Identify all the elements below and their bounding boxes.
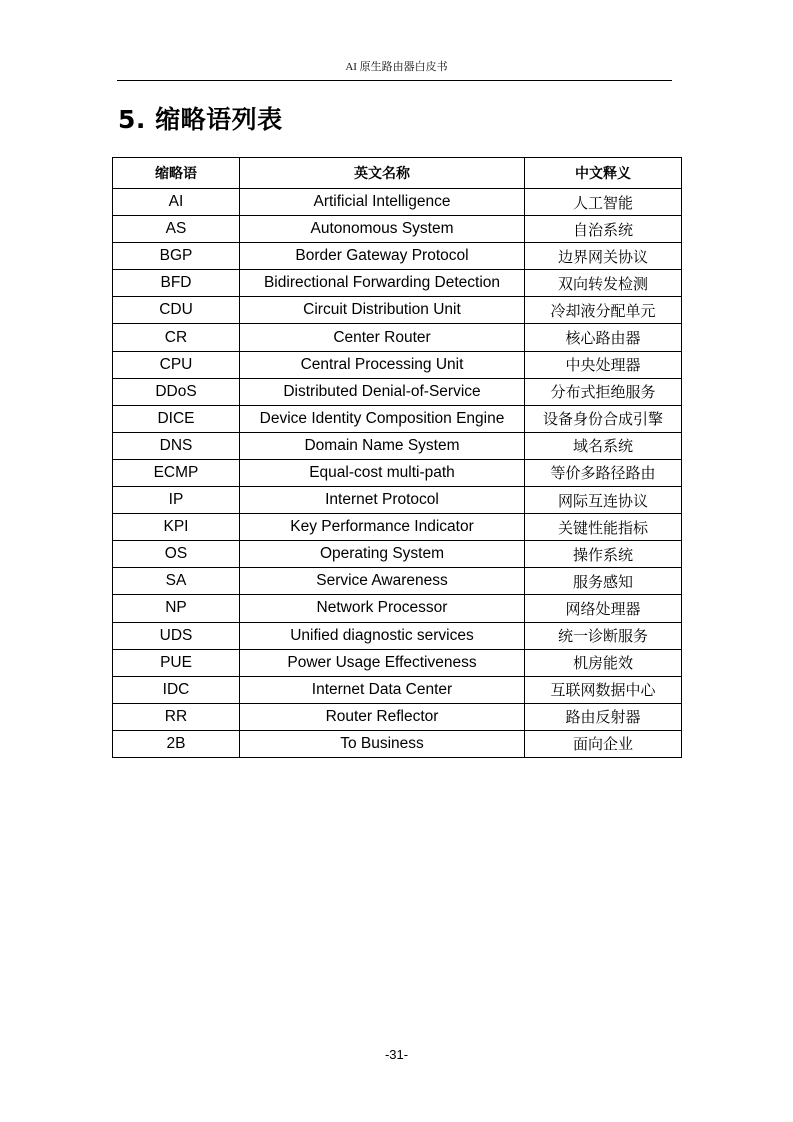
english-name-cell: To Business [240, 730, 525, 757]
abbreviation-cell: RR [113, 703, 240, 730]
english-name-cell: Border Gateway Protocol [240, 243, 525, 270]
chinese-meaning-cell: 边界网关协议 [525, 243, 682, 270]
english-name-cell: Internet Protocol [240, 487, 525, 514]
abbreviation-cell: OS [113, 541, 240, 568]
column-header-english-name: 英文名称 [240, 158, 525, 189]
abbreviation-cell: NP [113, 595, 240, 622]
english-name-cell: Autonomous System [240, 216, 525, 243]
chinese-meaning-cell: 网际互连协议 [525, 487, 682, 514]
english-name-cell: Center Router [240, 324, 525, 351]
english-name-cell: Artificial Intelligence [240, 189, 525, 216]
abbreviation-table [112, 157, 682, 758]
english-name-cell: Circuit Distribution Unit [240, 297, 525, 324]
abbreviation-cell: AS [113, 216, 240, 243]
section-title: 5. 缩略语列表 [118, 105, 283, 134]
table-body [113, 189, 682, 758]
abbreviation-cell: BGP [113, 243, 240, 270]
english-name-cell: Central Processing Unit [240, 351, 525, 378]
chinese-meaning-cell: 域名系统 [525, 432, 682, 459]
column-header-chinese-meaning: 中文释义 [525, 158, 682, 189]
abbreviation-cell: BFD [113, 270, 240, 297]
chinese-meaning-cell: 分布式拒绝服务 [525, 378, 682, 405]
table-row [113, 216, 682, 243]
chinese-meaning-cell: 人工智能 [525, 189, 682, 216]
table-row [113, 243, 682, 270]
abbreviation-cell: DDoS [113, 378, 240, 405]
chinese-meaning-cell: 设备身份合成引擎 [525, 405, 682, 432]
table-row [113, 378, 682, 405]
english-name-cell: Device Identity Composition Engine [240, 405, 525, 432]
table-row [113, 297, 682, 324]
chinese-meaning-cell: 自治系统 [525, 216, 682, 243]
english-name-cell: Operating System [240, 541, 525, 568]
column-header-abbreviation: 缩略语 [113, 158, 240, 189]
chinese-meaning-cell: 机房能效 [525, 649, 682, 676]
running-header: AI 原生路由器白皮书 [345, 61, 448, 73]
english-name-cell: Distributed Denial-of-Service [240, 378, 525, 405]
english-name-cell: Key Performance Indicator [240, 514, 525, 541]
english-name-cell: Bidirectional Forwarding Detection [240, 270, 525, 297]
abbreviation-cell: AI [113, 189, 240, 216]
abbreviation-cell: CDU [113, 297, 240, 324]
table-row [113, 324, 682, 351]
table-row [113, 595, 682, 622]
chinese-meaning-cell: 面向企业 [525, 730, 682, 757]
abbreviation-cell: IP [113, 487, 240, 514]
english-name-cell: Service Awareness [240, 568, 525, 595]
abbreviation-cell: UDS [113, 622, 240, 649]
chinese-meaning-cell: 等价多路径路由 [525, 459, 682, 486]
chinese-meaning-cell: 冷却液分配单元 [525, 297, 682, 324]
chinese-meaning-cell: 网络处理器 [525, 595, 682, 622]
english-name-cell: Internet Data Center [240, 676, 525, 703]
abbreviation-cell: CR [113, 324, 240, 351]
table-row [113, 405, 682, 432]
chinese-meaning-cell: 服务感知 [525, 568, 682, 595]
abbreviation-cell: SA [113, 568, 240, 595]
abbreviation-cell: IDC [113, 676, 240, 703]
chinese-meaning-cell: 互联网数据中心 [525, 676, 682, 703]
chinese-meaning-cell: 双向转发检测 [525, 270, 682, 297]
table-row [113, 459, 682, 486]
chinese-meaning-cell: 核心路由器 [525, 324, 682, 351]
table-row [113, 487, 682, 514]
english-name-cell: Equal-cost multi-path [240, 459, 525, 486]
english-name-cell: Router Reflector [240, 703, 525, 730]
abbreviation-cell: PUE [113, 649, 240, 676]
chinese-meaning-cell: 关键性能指标 [525, 514, 682, 541]
table-row [113, 189, 682, 216]
english-name-cell: Domain Name System [240, 432, 525, 459]
abbreviation-cell: ECMP [113, 459, 240, 486]
table-row [113, 514, 682, 541]
english-name-cell: Unified diagnostic services [240, 622, 525, 649]
table-row [113, 703, 682, 730]
abbreviation-cell: CPU [113, 351, 240, 378]
page-number: -31- [384, 1047, 409, 1062]
abbreviation-cell: 2B [113, 730, 240, 757]
table-row [113, 649, 682, 676]
abbreviation-cell: DNS [113, 432, 240, 459]
table-row [113, 568, 682, 595]
table-row [113, 730, 682, 757]
table-row [113, 622, 682, 649]
chinese-meaning-cell: 中央处理器 [525, 351, 682, 378]
table-row [113, 270, 682, 297]
chinese-meaning-cell: 操作系统 [525, 541, 682, 568]
table-row [113, 432, 682, 459]
table-row [113, 351, 682, 378]
header-divider [117, 80, 672, 81]
english-name-cell: Power Usage Effectiveness [240, 649, 525, 676]
chinese-meaning-cell: 统一诊断服务 [525, 622, 682, 649]
chinese-meaning-cell: 路由反射器 [525, 703, 682, 730]
table-header-row [113, 158, 682, 189]
abbreviation-cell: KPI [113, 514, 240, 541]
english-name-cell: Network Processor [240, 595, 525, 622]
table-row [113, 676, 682, 703]
abbreviation-cell: DICE [113, 405, 240, 432]
table-row [113, 541, 682, 568]
